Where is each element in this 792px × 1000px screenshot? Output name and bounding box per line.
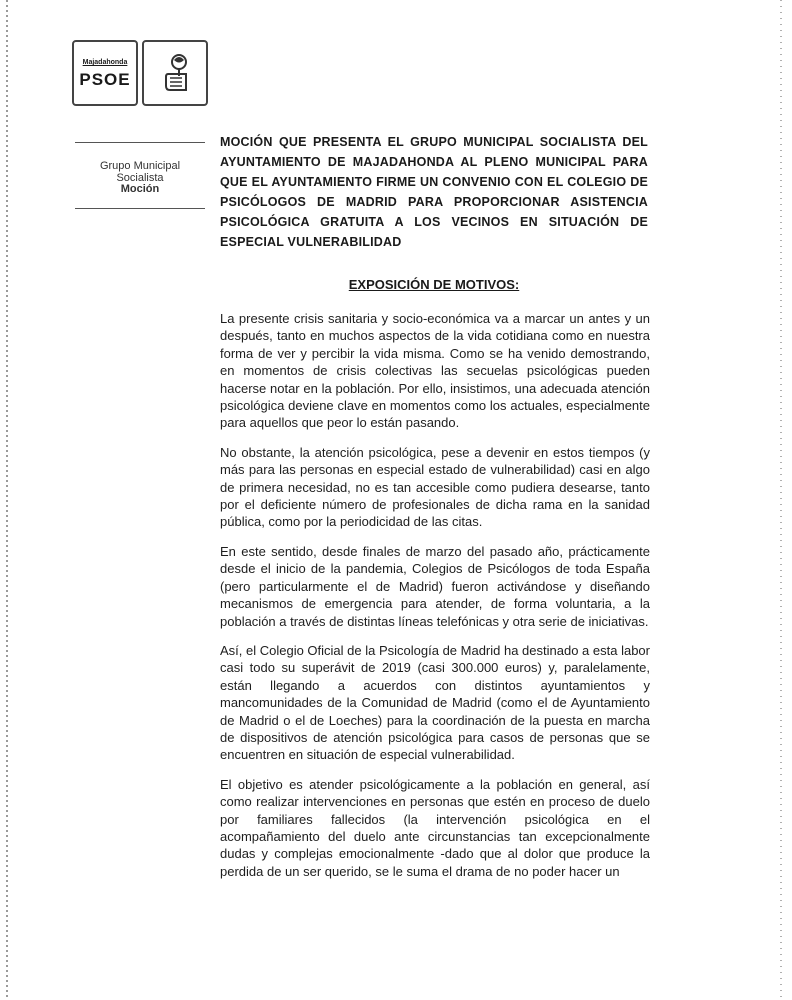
- sidebar-group-name: Grupo Municipal Socialista: [99, 160, 181, 184]
- logo-local-name: Majadahonda: [82, 59, 128, 66]
- sidebar-document-type: Moción: [120, 183, 160, 195]
- scan-edge-right: [780, 0, 782, 1000]
- psoe-emblem-logo: [142, 40, 208, 106]
- body-paragraph: Así, el Colegio Oficial de la Psicología de Madrid ha destinado a esta labor casi todo su superávit de 2019 (casi 300.000 euros) y, paralelamente, están llegando a acuerdos con distintos ayuntamientos y mancomunidades de la Comunidad de Madrid (como el de Ayuntamiento de Madrid o el de Loeches) para la coordinación de la puesta en marcha de dispositivos de atención psicológica para casos de personas que se encuentren en situación de especial vulnerabilidad.: [220, 642, 650, 763]
- logo-party-name: PSOE: [79, 70, 131, 89]
- body-paragraph: El objetivo es atender psicológicamente a la población en general, así como realizar intervenciones en personas que estén en proceso de duelo por familiares fallecidos (la intervención psicológica en el acompañamiento del duelo ante circunstancias tan excepcionalmente dudas y complejas emocionalmente -dado que al dolor que produce la perdida de un ser querido, se le suma el drama de no poder hacer un: [220, 776, 650, 879]
- scan-edge-left: [6, 0, 8, 1000]
- rose-fist-icon: [152, 50, 198, 96]
- document-title: MOCIÓN QUE PRESENTA EL GRUPO MUNICIPAL SOCIALISTA DEL AYUNTAMIENTO DE MAJADAHONDA AL PLENO MUNICIPAL PARA QUE EL AYUNTAMIENTO FIRME UN CONVENIO CON EL COLEGIO DE PSICÓLOGOS DE MADRID PARA PROPORCIONAR ASISTENCIA PSICOLÓGICA GRATUITA A LOS VECINOS EN SITUACIÓN DE ESPECIAL VULNERABILIDAD: [220, 135, 648, 249]
- section-heading: EXPOSICIÓN DE MOTIVOS:: [348, 277, 520, 292]
- body-paragraph: La presente crisis sanitaria y socio-económica va a marcar un antes y un después, tanto en muchos aspectos de la vida cotidiana como en nuestra forma de ver y percibir la vida misma. Como se ha venido demostrando, en momentos de crisis colectivas las secuelas psicológicas pueden hacerse notar en la población. Por ello, insistimos, una adecuada atención psicológica deviene clave en momentos como los actuales, especialmente para aquellos que peor lo están pasando.: [220, 311, 650, 431]
- sidebar-rule-top: [75, 142, 205, 143]
- sidebar-rule-bottom: [75, 208, 205, 209]
- document-body: [220, 310, 650, 892]
- body-paragraph: No obstante, la atención psicológica, pese a devenir en estos tiempos (y más para las personas en especial estado de vulnerabilidad) casi en algo de primera necesidad, no es tan accesible como pudiera desearse, tanto por el deficiente número de profesionales de dicha rama en la sanidad pública, como por la periodicidad de las citas.: [220, 444, 650, 530]
- body-paragraph: En este sentido, desde finales de marzo del pasado año, prácticamente desde el inicio de la pandemia, Colegios de Psicólogos de toda España (pero particularmente el de Madrid) fueron activándose y diseñando mecanismos de emergencia para atender, de forma voluntaria, a la población a través de distintas líneas telefónicas y otra serie de iniciativas.: [220, 543, 650, 629]
- psoe-logo: [72, 40, 138, 106]
